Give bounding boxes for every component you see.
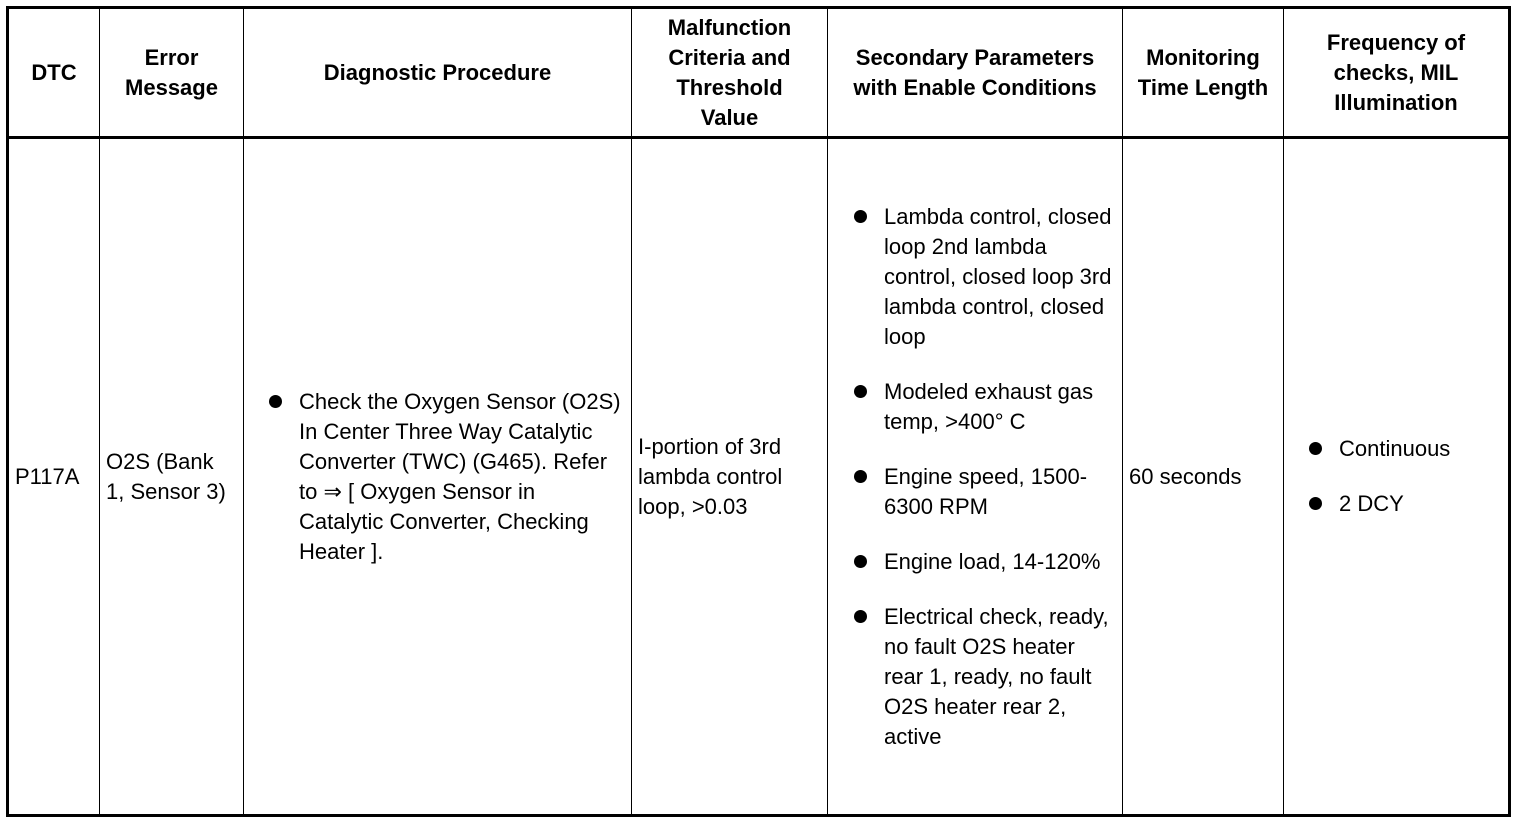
secondary-parameter-text: Modeled exhaust gas temp, >400° C [884, 378, 1094, 434]
list-item [834, 462, 1116, 522]
list-item [834, 602, 1116, 752]
secondary-parameters-list [834, 202, 1116, 752]
cell-secondary-parameters [828, 138, 1123, 816]
secondary-parameter-text: Engine speed, 1500-6300 RPM [884, 463, 1088, 519]
dtc-table [6, 6, 1511, 817]
secondary-parameter-text: Electrical check, ready, no fault O2S heater rear 1, ready, no fault O2S heater rear 2, active [884, 603, 1109, 749]
secondary-parameter-text: Engine load, 14-120% [884, 548, 1101, 574]
list-item [1290, 434, 1502, 464]
header-frequency [1284, 8, 1510, 138]
bullet-icon [854, 610, 867, 623]
frequency-text: Continuous [1339, 436, 1451, 461]
header-frequency-text: Frequency of checks, MIL Illumination [1326, 29, 1466, 115]
secondary-parameter-text: Lambda control, closed loop 2nd lambda control, closed loop 3rd lambda control, closed loop [884, 203, 1112, 349]
header-dtc: DTC [8, 8, 100, 138]
table-body [8, 138, 1510, 816]
header-malfunction-criteria-text: Malfunction Criteria and Threshold Value [667, 14, 792, 130]
header-secondary-parameters: Secondary Parameters with Enable Conditions [828, 8, 1123, 138]
cell-frequency [1284, 138, 1510, 816]
list-item [250, 387, 625, 567]
bullet-icon [854, 555, 867, 568]
bullet-icon [1309, 442, 1322, 455]
table-header [8, 8, 1510, 138]
cell-monitoring-time: 60 seconds [1123, 138, 1284, 816]
header-monitoring-time-text: Monitoring Time Length [1137, 44, 1269, 100]
list-item [834, 547, 1116, 577]
header-error-message [100, 8, 244, 138]
frequency-text: 2 DCY [1339, 491, 1404, 516]
bullet-icon [854, 470, 867, 483]
cell-error-message: O2S (Bank 1, Sensor 3) [100, 138, 244, 816]
cell-malfunction-criteria: I-portion of 3rd lambda control loop, >0.03 [632, 138, 828, 816]
bullet-icon [854, 385, 867, 398]
header-malfunction-criteria [632, 8, 828, 138]
bullet-icon [854, 210, 867, 223]
header-diagnostic-procedure: Diagnostic Procedure [244, 8, 632, 138]
list-item [834, 377, 1116, 437]
bullet-icon [269, 395, 282, 408]
list-item [1290, 489, 1502, 519]
frequency-list [1290, 434, 1502, 519]
header-row [8, 8, 1510, 138]
procedure-text: Check the Oxygen Sensor (O2S) In Center Three Way Catalytic Converter (TWC) (G465). Refer to ⇒ [ Oxygen Sensor in Catalytic Converter, Checking Heater ]. [299, 388, 621, 564]
table-row [8, 138, 1510, 816]
cell-dtc: P117A [8, 138, 100, 816]
procedure-list [250, 387, 625, 567]
bullet-icon [1309, 497, 1322, 510]
header-monitoring-time [1123, 8, 1284, 138]
list-item [834, 202, 1116, 352]
cell-diagnostic-procedure [244, 138, 632, 816]
header-error-message-text: Error Message [125, 44, 218, 100]
